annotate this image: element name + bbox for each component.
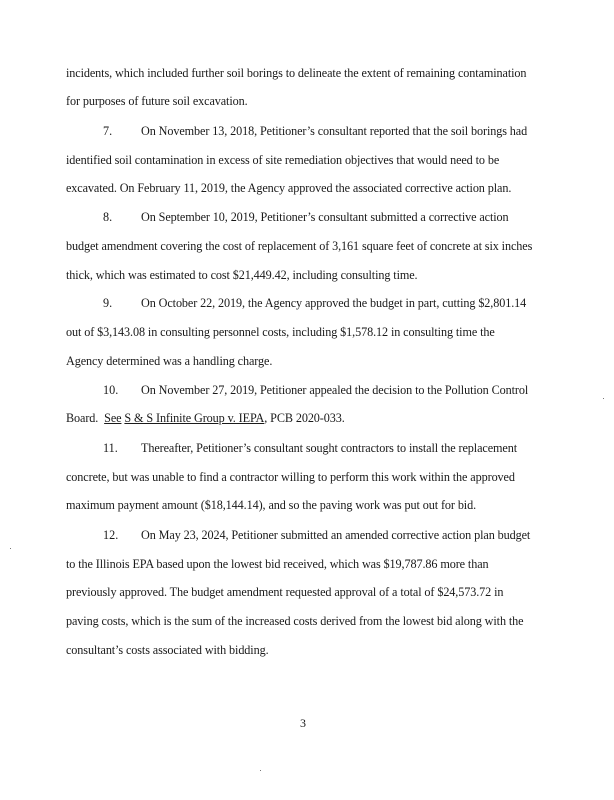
page-number: 3 <box>300 716 306 730</box>
paragraph-11-line-3: maximum payment amount ($18,144.14), and so the paving work was put out for bid. <box>66 498 477 512</box>
paragraph-12-line-2: to the Illinois EPA based upon the lowest bid received, which was $19,787.86 more than <box>66 557 489 571</box>
paragraph-7-line-3: excavated. On February 11, 2019, the Agency approved the associated corrective action plan. <box>66 181 512 195</box>
paragraph-8-line-3: thick, which was estimated to cost $21,449.42, including consulting time. <box>66 268 418 282</box>
case-citation: S & S Infinite Group v. IEPA <box>124 411 265 425</box>
paragraph-9-line-3: Agency determined was a handling charge. <box>66 354 273 368</box>
paragraph-12-line-3: previously approved. The budget amendment requested approval of a total of $24,573.72 in <box>66 585 504 599</box>
paragraph-11-line-1: Thereafter, Petitioner’s consultant sought contractors to install the replacement <box>141 441 517 455</box>
see-signal: See <box>104 411 122 425</box>
paragraph-7-line-2: identified soil contamination in excess of site remediation objectives that would need to be <box>66 153 500 167</box>
pcb-citation: , PCB 2020-033. <box>264 411 345 425</box>
paragraph-8-line-1: On September 10, 2019, Petitioner’s consultant submitted a corrective action <box>141 210 509 224</box>
intro-line-2: for purposes of future soil excavation. <box>66 94 248 108</box>
paragraph-10-line-2 <box>66 411 345 425</box>
paragraph-11-line-2: concrete, but was unable to find a contractor willing to perform this work within the approved <box>66 470 515 484</box>
scan-speck <box>260 770 261 771</box>
paragraph-12-line-5: consultant’s costs associated with bidding. <box>66 643 269 657</box>
paragraph-9-number: 9. <box>103 296 113 310</box>
paragraph-12-line-1: On May 23, 2024, Petitioner submitted an amended corrective action plan budget <box>141 528 531 542</box>
intro-line-1: incidents, which included further soil borings to delineate the extent of remaining contamination <box>66 66 527 80</box>
paragraph-7-number: 7. <box>103 124 113 138</box>
paragraph-10-number: 10. <box>103 383 119 397</box>
paragraph-9-line-1: On October 22, 2019, the Agency approved the budget in part, cutting $2,801.14 <box>141 296 527 310</box>
paragraph-12-number: 12. <box>103 528 119 542</box>
board-text: Board. <box>66 411 105 425</box>
paragraph-7-line-1: On November 13, 2018, Petitioner’s consultant reported that the soil borings had <box>141 124 528 138</box>
paragraph-12-line-4: paving costs, which is the sum of the increased costs derived from the lowest bid along with the <box>66 614 524 628</box>
scan-speck <box>603 398 604 399</box>
scan-speck <box>10 548 11 549</box>
paragraph-8-line-2: budget amendment covering the cost of replacement of 3,161 square feet of concrete at six inches <box>66 239 533 253</box>
paragraph-9-line-2: out of $3,143.08 in consulting personnel costs, including $1,578.12 in consulting time the <box>66 325 495 339</box>
paragraph-10-line-1: On November 27, 2019, Petitioner appealed the decision to the Pollution Control <box>141 383 529 397</box>
paragraph-8-number: 8. <box>103 210 113 224</box>
paragraph-11-number: 11. <box>103 441 118 455</box>
